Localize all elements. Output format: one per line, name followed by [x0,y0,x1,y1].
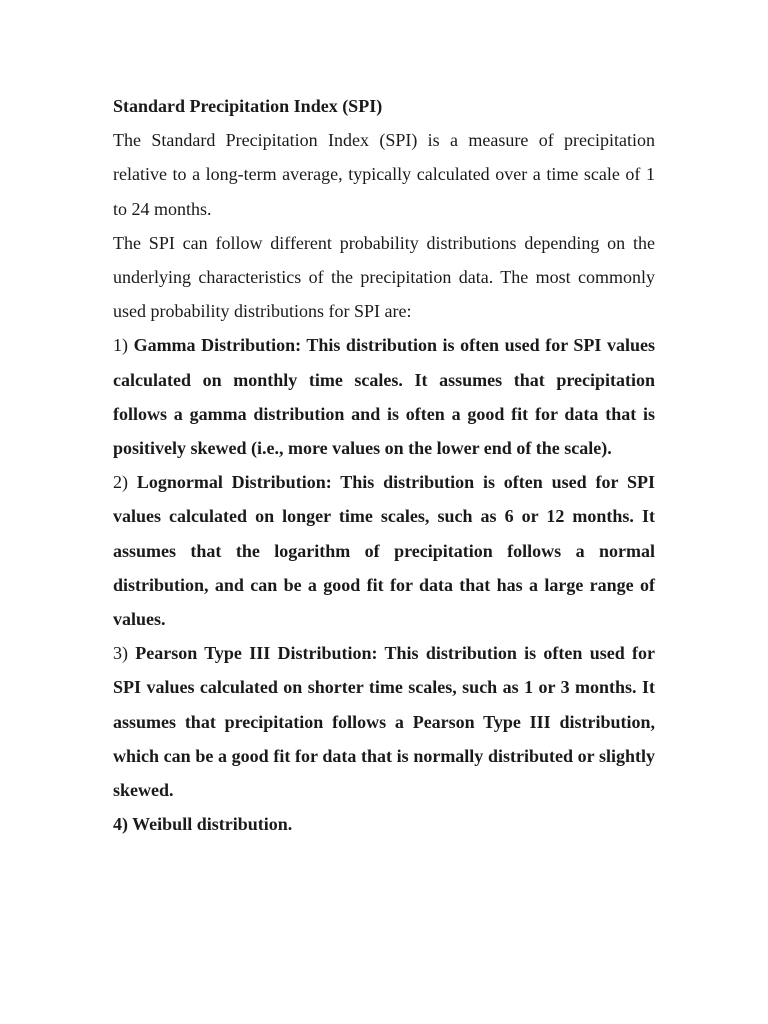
list-item-text: Lognormal Distribution: This distribution is often used for SPI values calculated on longer time scales, such as 6 or 12 months. It assumes that the logarithm of precipitation follows a normal distribution, and can be a good fit for data that has a large range of values. [113,472,655,630]
list-item-weibull: 4) Weibull distribution. [113,814,293,835]
list-marker: 2) [113,472,128,493]
list-item-text: Pearson Type III Distribution: This distribution is often used for SPI values calculated on shorter time scales, such as 1 or 3 months. It assumes that precipitation follows a Pearson Type III distribution, which can be a good fit for data that is normally distributed or slightly skewed. [113,643,656,801]
list-item-pearson [113,636,655,807]
list-item-text: Gamma Distribution: This distribution is often used for SPI values calculated on monthly time scales. It assumes that precipitation follows a gamma distribution and is often a good fit for data that is positively skewed (i.e., more values on the lower end of the scale). [113,335,655,459]
distributions-intro-paragraph: The SPI can follow different probability distributions depending on the underlying characteristics of the precipitation data. The most commonly used probability distributions for SPI are: [113,232,655,322]
document-title: Standard Precipitation Index (SPI) [113,96,383,116]
document-page [113,89,655,841]
list-marker: 1) [113,335,128,356]
list-marker: 3) [113,643,128,664]
list-item-lognormal [113,465,655,636]
list-item-gamma [113,328,655,465]
intro-paragraph: The Standard Precipitation Index (SPI) is a measure of precipitation relative to a long-term average, typically calculated over a time scale of 1 to 24 months. [113,130,655,219]
